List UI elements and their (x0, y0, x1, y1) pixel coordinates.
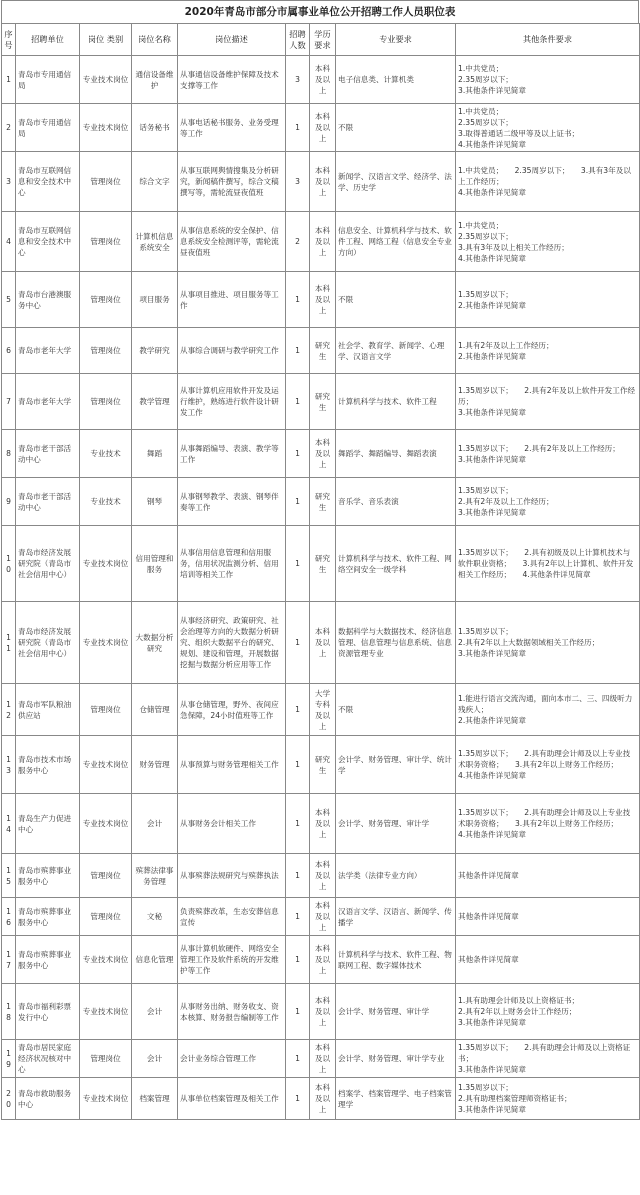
cell-education: 本科及以上 (310, 1078, 336, 1120)
cell-post-type: 管理岗位 (80, 374, 132, 430)
cell-education: 本科及以上 (310, 104, 336, 152)
header-post-type: 岗位 类别 (80, 24, 132, 56)
cell-unit: 青岛市居民家庭经济状况核对中心 (16, 1040, 80, 1078)
table-row (2, 526, 640, 602)
cell-description: 从事项目推进、项目服务等工作 (178, 272, 286, 328)
cell-education: 研究生 (310, 328, 336, 374)
cell-post-type: 专业技术岗位 (80, 602, 132, 684)
cell-description: 从事计算机应用软件开发及运行维护，熟练进行软件设计研发工作 (178, 374, 286, 430)
cell-no: 9 (2, 478, 16, 526)
cell-major: 数据科学与大数据技术、经济信息管理、信息管理与信息系统、信息资源管理专业 (336, 602, 456, 684)
cell-other: 1.35周岁以下； 2.具有助理会计师及以上专业技术职务资格； 3.具有2年以上财务工作经历； 4.其他条件详见简章 (456, 794, 640, 854)
cell-unit: 青岛市台港澳服务中心 (16, 272, 80, 328)
cell-post-type: 专业技术 (80, 478, 132, 526)
cell-no: 16 (2, 898, 16, 936)
table-row (2, 374, 640, 430)
cell-no: 8 (2, 430, 16, 478)
cell-post-name: 教学管理 (132, 374, 178, 430)
cell-major: 计算机科学与技术、软件工程、物联网工程、数字媒体技术 (336, 936, 456, 984)
cell-other: 1.35周岁以下； 2.具有初级及以上计算机技术与软件职业资格； 3.具有2年以上计算机、软件开发相关工作经历； 4.其他条件详见简章 (456, 526, 640, 602)
cell-no: 10 (2, 526, 16, 602)
cell-other: 1.35周岁以下； 2.具有2年及以上软件开发工作经历； 3.其他条件详见简章 (456, 374, 640, 430)
cell-unit: 青岛市互联网信息和安全技术中心 (16, 212, 80, 272)
cell-education: 本科及以上 (310, 794, 336, 854)
cell-description: 从事财务出纳、财务收支、资本核算、财务报告编制等工作 (178, 984, 286, 1040)
cell-major: 计算机科学与技术、软件工程、网络空间安全一级学科 (336, 526, 456, 602)
cell-description: 从事舞蹈编导、表演、教学等工作 (178, 430, 286, 478)
cell-unit: 青岛市殡葬事业服务中心 (16, 898, 80, 936)
cell-other: 1.35周岁以下； 2.具有2年以上大数据领域相关工作经历； 3.其他条件详见简章 (456, 602, 640, 684)
cell-post-name: 项目服务 (132, 272, 178, 328)
table-row (2, 56, 640, 104)
cell-education: 本科及以上 (310, 936, 336, 984)
cell-count: 1 (286, 1078, 310, 1120)
cell-major: 法学类（法律专业方向） (336, 854, 456, 898)
cell-post-name: 文秘 (132, 898, 178, 936)
cell-description: 从事信息系统的安全保护、信息系统安全检测评等，需轮流昼夜值班 (178, 212, 286, 272)
header-major: 专业要求 (336, 24, 456, 56)
cell-count: 3 (286, 56, 310, 104)
cell-other: 1.35周岁以下； 2.具有助理档案管理师资格证书； 3.其他条件详见简章 (456, 1078, 640, 1120)
cell-major: 不限 (336, 272, 456, 328)
cell-description: 从事信用信息管理和信用服务，信用状况监测分析、信用培训等相关工作 (178, 526, 286, 602)
cell-description: 会计业务综合管理工作 (178, 1040, 286, 1078)
cell-other: 1.中共党员； 2.35周岁以下； 3.具有3年及以上相关工作经历； 4.其他条件详见简章 (456, 212, 640, 272)
header-unit: 招聘单位 (16, 24, 80, 56)
cell-other: 1.35周岁以下； 2.具有助理会计师及以上资格证书； 3.其他条件详见简章 (456, 1040, 640, 1078)
cell-no: 18 (2, 984, 16, 1040)
cell-other: 1.35周岁以下； 2.具有助理会计师及以上专业技术职务资格； 3.具有2年以上财务工作经历； 4.其他条件详见简章 (456, 736, 640, 794)
cell-education: 研究生 (310, 736, 336, 794)
cell-post-name: 钢琴 (132, 478, 178, 526)
cell-description: 负责殡葬改革，生态安葬信息宣传 (178, 898, 286, 936)
cell-unit: 青岛市互联网信息和安全技术中心 (16, 152, 80, 212)
cell-other: 1.35周岁以下； 2.具有2年及以上工作经历； 3.其他条件详见简章 (456, 478, 640, 526)
cell-no: 12 (2, 684, 16, 736)
cell-post-type: 专业技术岗位 (80, 1078, 132, 1120)
cell-unit: 青岛市殡葬事业服务中心 (16, 936, 80, 984)
cell-education: 本科及以上 (310, 1040, 336, 1078)
cell-no: 3 (2, 152, 16, 212)
cell-education: 本科及以上 (310, 602, 336, 684)
cell-count: 3 (286, 152, 310, 212)
cell-count: 1 (286, 898, 310, 936)
cell-count: 1 (286, 1040, 310, 1078)
table-body (2, 56, 640, 1120)
table-title: 2020年青岛市部分市属事业单位公开招聘工作人员职位表 (1, 0, 639, 23)
cell-unit: 青岛市老干部活动中心 (16, 478, 80, 526)
cell-count: 1 (286, 736, 310, 794)
cell-major: 舞蹈学、舞蹈编导、舞蹈表演 (336, 430, 456, 478)
cell-unit: 青岛市老干部活动中心 (16, 430, 80, 478)
cell-unit: 青岛市救助服务中心 (16, 1078, 80, 1120)
cell-major: 不限 (336, 684, 456, 736)
header-no: 序号 (2, 24, 16, 56)
cell-unit: 青岛市专用通信局 (16, 56, 80, 104)
cell-other: 其他条件详见简章 (456, 854, 640, 898)
cell-post-type: 专业技术岗位 (80, 56, 132, 104)
header-count: 招聘人数 (286, 24, 310, 56)
cell-count: 1 (286, 854, 310, 898)
table-row (2, 736, 640, 794)
cell-count: 1 (286, 328, 310, 374)
job-table (1, 23, 640, 1120)
cell-post-name: 会计 (132, 984, 178, 1040)
cell-no: 15 (2, 854, 16, 898)
cell-post-type: 管理岗位 (80, 898, 132, 936)
cell-no: 6 (2, 328, 16, 374)
cell-post-name: 话务秘书 (132, 104, 178, 152)
cell-no: 2 (2, 104, 16, 152)
header-description: 岗位描述 (178, 24, 286, 56)
cell-no: 1 (2, 56, 16, 104)
cell-other: 1.35周岁以下； 2.其他条件详见简章 (456, 272, 640, 328)
cell-unit: 青岛市专用通信局 (16, 104, 80, 152)
cell-count: 1 (286, 526, 310, 602)
cell-major: 电子信息类、计算机类 (336, 56, 456, 104)
cell-post-name: 计算机信息系统安全 (132, 212, 178, 272)
cell-post-name: 通信设备维护 (132, 56, 178, 104)
cell-post-type: 专业技术岗位 (80, 526, 132, 602)
cell-unit: 青岛市军队粮油供应站 (16, 684, 80, 736)
cell-education: 本科及以上 (310, 898, 336, 936)
cell-major: 会计学、财务管理、审计学、统计学 (336, 736, 456, 794)
table-row (2, 984, 640, 1040)
cell-count: 1 (286, 430, 310, 478)
cell-description: 从事仓储管理，野外、夜间应急保障，24小时值班等工作 (178, 684, 286, 736)
cell-no: 17 (2, 936, 16, 984)
cell-post-name: 大数据分析研究 (132, 602, 178, 684)
cell-no: 13 (2, 736, 16, 794)
cell-major: 信息安全、计算机科学与技术、软件工程、网络工程（信息安全专业方向） (336, 212, 456, 272)
header-education: 学历要求 (310, 24, 336, 56)
cell-other: 1.能进行语言交流沟通，面向本市二、三、四级听力残疾人； 2.其他条件详见简章 (456, 684, 640, 736)
cell-education: 本科及以上 (310, 430, 336, 478)
cell-description: 从事单位档案管理及相关工作 (178, 1078, 286, 1120)
cell-post-name: 殡葬法律事务管理 (132, 854, 178, 898)
table-row (2, 854, 640, 898)
cell-education: 研究生 (310, 374, 336, 430)
cell-post-type: 管理岗位 (80, 152, 132, 212)
cell-post-name: 舞蹈 (132, 430, 178, 478)
table-row (2, 936, 640, 984)
cell-major: 档案学、档案管理学、电子档案管理学 (336, 1078, 456, 1120)
cell-unit: 青岛市老年大学 (16, 374, 80, 430)
cell-description: 从事互联网舆情搜集及分析研究，新闻稿件撰写，综合文稿撰写等，需轮流昼夜值班 (178, 152, 286, 212)
cell-other: 1.35周岁以下； 2.具有2年及以上工作经历； 3.其他条件详见简章 (456, 430, 640, 478)
cell-post-name: 会计 (132, 1040, 178, 1078)
table-row (2, 1040, 640, 1078)
cell-post-name: 综合文字 (132, 152, 178, 212)
cell-count: 1 (286, 478, 310, 526)
cell-post-name: 会计 (132, 794, 178, 854)
cell-major: 计算机科学与技术、软件工程 (336, 374, 456, 430)
cell-description: 从事财务会计相关工作 (178, 794, 286, 854)
cell-count: 1 (286, 794, 310, 854)
cell-post-name: 档案管理 (132, 1078, 178, 1120)
table-row (2, 272, 640, 328)
table-row (2, 602, 640, 684)
cell-post-type: 专业技术 (80, 430, 132, 478)
table-row (2, 478, 640, 526)
cell-description: 从事钢琴教学、表演、钢琴伴奏等工作 (178, 478, 286, 526)
cell-post-name: 财务管理 (132, 736, 178, 794)
cell-unit: 青岛市技术市场服务中心 (16, 736, 80, 794)
table-row (2, 104, 640, 152)
cell-unit: 青岛市福利彩票发行中心 (16, 984, 80, 1040)
cell-unit: 青岛市殡葬事业服务中心 (16, 854, 80, 898)
cell-description: 从事电话秘书服务、业务受理等工作 (178, 104, 286, 152)
cell-other: 1.具有助理会计师及以上资格证书； 2.具有2年以上财务会计工作经历； 3.其他条件详见简章 (456, 984, 640, 1040)
cell-count: 1 (286, 602, 310, 684)
cell-post-name: 仓储管理 (132, 684, 178, 736)
cell-count: 1 (286, 984, 310, 1040)
cell-major: 汉语言文学、汉语言、新闻学、传播学 (336, 898, 456, 936)
cell-unit: 青岛市经济发展研究院（青岛市社会信用中心） (16, 526, 80, 602)
cell-education: 本科及以上 (310, 854, 336, 898)
cell-major: 会计学、财务管理、审计学 (336, 794, 456, 854)
cell-post-type: 管理岗位 (80, 272, 132, 328)
cell-post-name: 信息化管理 (132, 936, 178, 984)
cell-post-type: 管理岗位 (80, 854, 132, 898)
table-row (2, 684, 640, 736)
cell-education: 本科及以上 (310, 212, 336, 272)
cell-post-type: 管理岗位 (80, 212, 132, 272)
header-other: 其他条件要求 (456, 24, 640, 56)
header-row (2, 24, 640, 56)
cell-education: 本科及以上 (310, 984, 336, 1040)
table-row (2, 794, 640, 854)
header-post-name: 岗位名称 (132, 24, 178, 56)
cell-count: 1 (286, 374, 310, 430)
cell-post-type: 专业技术岗位 (80, 104, 132, 152)
cell-post-name: 信用管理和服务 (132, 526, 178, 602)
cell-major: 音乐学、音乐表演 (336, 478, 456, 526)
cell-description: 从事预算与财务管理相关工作 (178, 736, 286, 794)
cell-other: 1.中共党员； 2.35周岁以下； 3.其他条件详见简章 (456, 56, 640, 104)
cell-post-type: 专业技术岗位 (80, 794, 132, 854)
cell-education: 本科及以上 (310, 56, 336, 104)
cell-no: 4 (2, 212, 16, 272)
cell-no: 19 (2, 1040, 16, 1078)
cell-unit: 青岛市老年大学 (16, 328, 80, 374)
cell-other: 1.具有2年及以上工作经历； 2.其他条件详见简章 (456, 328, 640, 374)
cell-description: 从事综合调研与教学研究工作 (178, 328, 286, 374)
cell-description: 从事计算机软硬件、网络安全管理工作及软件系统的开发维护等工作 (178, 936, 286, 984)
table-row (2, 212, 640, 272)
cell-count: 2 (286, 212, 310, 272)
cell-major: 新闻学、汉语言文学、经济学、法学、历史学 (336, 152, 456, 212)
cell-education: 本科及以上 (310, 272, 336, 328)
cell-post-type: 专业技术岗位 (80, 736, 132, 794)
cell-major: 不限 (336, 104, 456, 152)
table-row (2, 430, 640, 478)
cell-other: 1.中共党员； 2.35周岁以下； 3.具有3年及以上工作经历； 4.其他条件详见简章 (456, 152, 640, 212)
cell-no: 7 (2, 374, 16, 430)
cell-post-type: 管理岗位 (80, 684, 132, 736)
cell-post-type: 管理岗位 (80, 328, 132, 374)
cell-unit: 青岛市经济发展研究院（青岛市社会信用中心） (16, 602, 80, 684)
cell-post-type: 管理岗位 (80, 1040, 132, 1078)
cell-major: 会计学、财务管理、审计学专业 (336, 1040, 456, 1078)
table-row (2, 1078, 640, 1120)
cell-unit: 青岛生产力促进中心 (16, 794, 80, 854)
cell-no: 14 (2, 794, 16, 854)
cell-post-name: 教学研究 (132, 328, 178, 374)
cell-count: 1 (286, 936, 310, 984)
cell-count: 1 (286, 272, 310, 328)
table-row (2, 898, 640, 936)
cell-description: 从事通信设备维护保障及技术支撑等工作 (178, 56, 286, 104)
cell-education: 本科及以上 (310, 152, 336, 212)
cell-other: 1.中共党员； 2.35周岁以下； 3.取得普通话二级甲等及以上证书； 4.其他条件详见简章 (456, 104, 640, 152)
cell-no: 5 (2, 272, 16, 328)
cell-post-type: 专业技术岗位 (80, 984, 132, 1040)
cell-count: 1 (286, 104, 310, 152)
cell-education: 研究生 (310, 478, 336, 526)
table-row (2, 328, 640, 374)
cell-no: 20 (2, 1078, 16, 1120)
cell-other: 其他条件详见简章 (456, 898, 640, 936)
table-row (2, 152, 640, 212)
cell-major: 会计学、财务管理、审计学 (336, 984, 456, 1040)
cell-description: 从事殡葬法规研究与殡葬执法 (178, 854, 286, 898)
cell-description: 从事经济研究、政策研究、社会治理等方向的大数据分析研究、组织大数据平台的研究、规划、建设和管理，开展数据挖掘与数据分析应用等工作 (178, 602, 286, 684)
cell-post-type: 专业技术岗位 (80, 936, 132, 984)
cell-education: 研究生 (310, 526, 336, 602)
cell-no: 11 (2, 602, 16, 684)
cell-count: 1 (286, 684, 310, 736)
cell-other: 其他条件详见简章 (456, 936, 640, 984)
cell-education: 大学专科及以上 (310, 684, 336, 736)
cell-major: 社会学、教育学、新闻学、心理学、汉语言文学 (336, 328, 456, 374)
